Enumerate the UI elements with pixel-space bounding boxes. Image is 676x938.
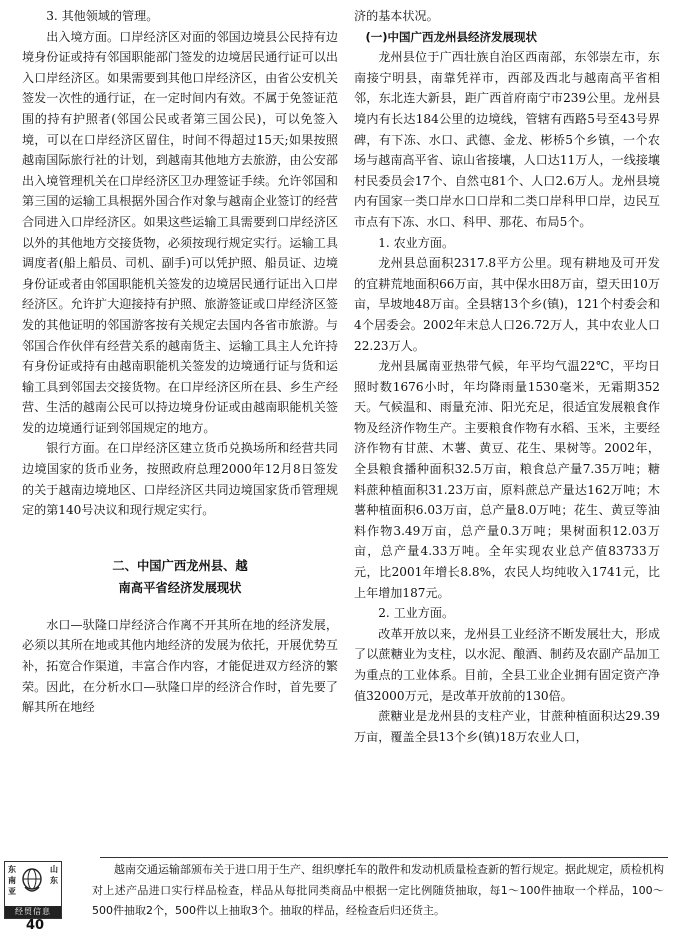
heading-industry: 2. 工业方面。 — [378, 606, 455, 621]
logo-char: 南 — [8, 876, 16, 885]
paragraph-intro: 水口—驮隆口岸经济合作离不开其所在地的经济发展，必须以其所在地或其他内地经济的发展为依托，开展优势互补，拓宽合作渠道，丰富合作内容，才能促进双方经济的繁荣。因此，在分析水口—驮隆口岸的经济合作时，首先要了解其所在地经 — [22, 617, 338, 715]
section-title-line1: 二、中国广西龙州县、越 — [112, 558, 248, 573]
column-logo — [4, 861, 62, 919]
section-title-line2: 南高平省经济发展现状 — [118, 580, 242, 595]
page-number: 40 — [26, 918, 45, 933]
footnote-divider — [100, 857, 668, 858]
right-column — [354, 6, 660, 747]
paragraph-area: 龙州县总面积2317.8平方公里。现有耕地及可开发的宜耕荒地面积66万亩，其中保水田8万亩，望天田10万亩，旱坡地48万亩。全县辖13个乡(镇)，121个村委会和4个居委会。2002年末总人口26.72万人，其中农业人口22.23万人。 — [354, 256, 660, 353]
paragraph-industry: 改革开放以来，龙州县工业经济不断发展壮大，形成了以蔗糖业为支柱，以水泥、酿酒、制药及农副产品加工为重点的工业体系。目前，全县工业企业拥有固定资产净值32000万元，是改革开放前的130倍。 — [354, 626, 660, 703]
footnote — [92, 860, 664, 922]
footnote-text: 越南交通运输部颁布关于进口用于生产、组织摩托车的散件和发动机质量检查新的暂行规定。据此规定，质检机构对上述产品进口实行样品检查，样品从每批同类商品中根据一定比例随货抽取，每1～100件抽取一个样品，100～500件抽取2个，500件以上抽取3个。抽取的样品，经检查后归还货主。 — [92, 863, 664, 917]
logo-char: 东 — [8, 865, 16, 874]
logo-caption: 经贸信息 — [5, 906, 61, 918]
paragraph-immigration: 出入境方面。口岸经济区对面的邻国边境县公民持有边境身份证或持有邻国职能部门签发的边境居民通行证可以出入口岸经济区。如果需要到其他口岸经济区，由省公安机关签发一次性的通行证，在一定时间内有效。不属于免签证范围的持有护照者(邻国公民或者第三国公民)，可以免签入境，可以在口岸经济区留住，时间不得超过15天;如果按照越南国际旅行社的计划，到越南其他地方去旅游，由公安部出入境管理机关在口岸经济区卫办理签证手续。允许邻国和第三国的运输工具根据外国合作对象与越南企业签订的经营合同进入口岸经济区。如果这些运输工具需要到口岸经济区以外的其他地方交接货物，必须按现行规定实行。运输工具调度者(船上船员、司机、副手)可以凭护照、船员证、边境身份证或者由邻国职能机关签发的边境居民通行证出入口岸经济区。允许扩大迎接持有护照、旅游签证或口岸经济区签发的其他证明的邻国游客按有关规定去国内各省市旅游。与邻国合作伙伴有经营关系的越南货主、运输工具主人允许持有身份证或持有由越南职能机关签发的边境通行证与货和运输工具到邻国去交接货物。在口岸经济区所在县、乡生产经营、生活的越南公民可以持边境身份证或由越南职能机关签发的边境通行证到邻国规定的地方。 — [22, 29, 338, 435]
logo-char: 亚 — [8, 887, 16, 896]
paragraph-climate: 龙州县属南亚热带气候，年平均气温22℃，平均日照时数1676小时，年均降雨量1530毫米，无霜期352天。气候温和、雨量充沛、阳光充足，很适宜发展粮食作物及经济作物生产。主要粮食作物有水稻、玉米，主要经济作物有甘蔗、木薯、黄豆、花生、果树等。2002年，全县粮食播种面积32.5万亩，粮食总产量7.35万吨；糖料蔗种植面积31.23万亩，原料蔗总产量达162万吨；木薯种植面积6.03万亩，总产量8.0万吨；花生、黄豆等油料作物3.49万亩，总产量0.3万吨；果树面积12.03万亩，总产量4.33万吨。全年实现农业总产值83733万元，比2001年增长8.8%，农民人均纯收入1741元，比上年增加187元。 — [354, 359, 660, 600]
paragraph-banking: 银行方面。在口岸经济区建立货币兑换场所和经营共同边境国家的货币业务，按照政府总理2000年12月8日签发的关于越南边境地区、口岸经济区共同边境国家货币管理规定的第140号决议和现行规定实行。 — [22, 441, 338, 518]
emblem-icon — [21, 867, 43, 897]
subsection-heading-longzhou: (一)中国广西龙州县经济发展现状 — [365, 29, 538, 44]
left-column — [22, 6, 338, 718]
paragraph-sugar: 蔗糖业是龙州县的支柱产业，甘蔗种植面积达29.39万亩，覆盖全县13个乡(镇)18万农业人口， — [354, 709, 660, 744]
paragraph-continuation: 济的基本状况。 — [354, 9, 439, 23]
logo-char: 山 — [50, 865, 58, 874]
subsection-heading: 3. 其他领域的管理。 — [46, 9, 159, 23]
section-title — [22, 555, 338, 599]
heading-agriculture: 1. 农业方面。 — [378, 235, 455, 250]
paragraph-location: 龙州县位于广西壮族自治区西南部，东邻崇左市，东南接宁明县，南靠凭祥市，西部及西北与越南高平省相邻，东北连大新县，距广西首府南宁市239公里。龙州县境内有长达184公里的边境线，管辖有西路5号至43号界碑，有下冻、水口、武德、金龙、彬桥5个乡镇，一个农场与越南高平省、谅山省接壤，人口达11万人，一线接壤村民委员会17个、自然屯81个、人口2.6万人。龙州县境内有国家一类口岸水口口岸和二类口岸科甲口岸，边民互市点有下冻、水口、科甲、那花、布局5个。 — [354, 50, 660, 229]
logo-char: 东 — [50, 876, 58, 885]
